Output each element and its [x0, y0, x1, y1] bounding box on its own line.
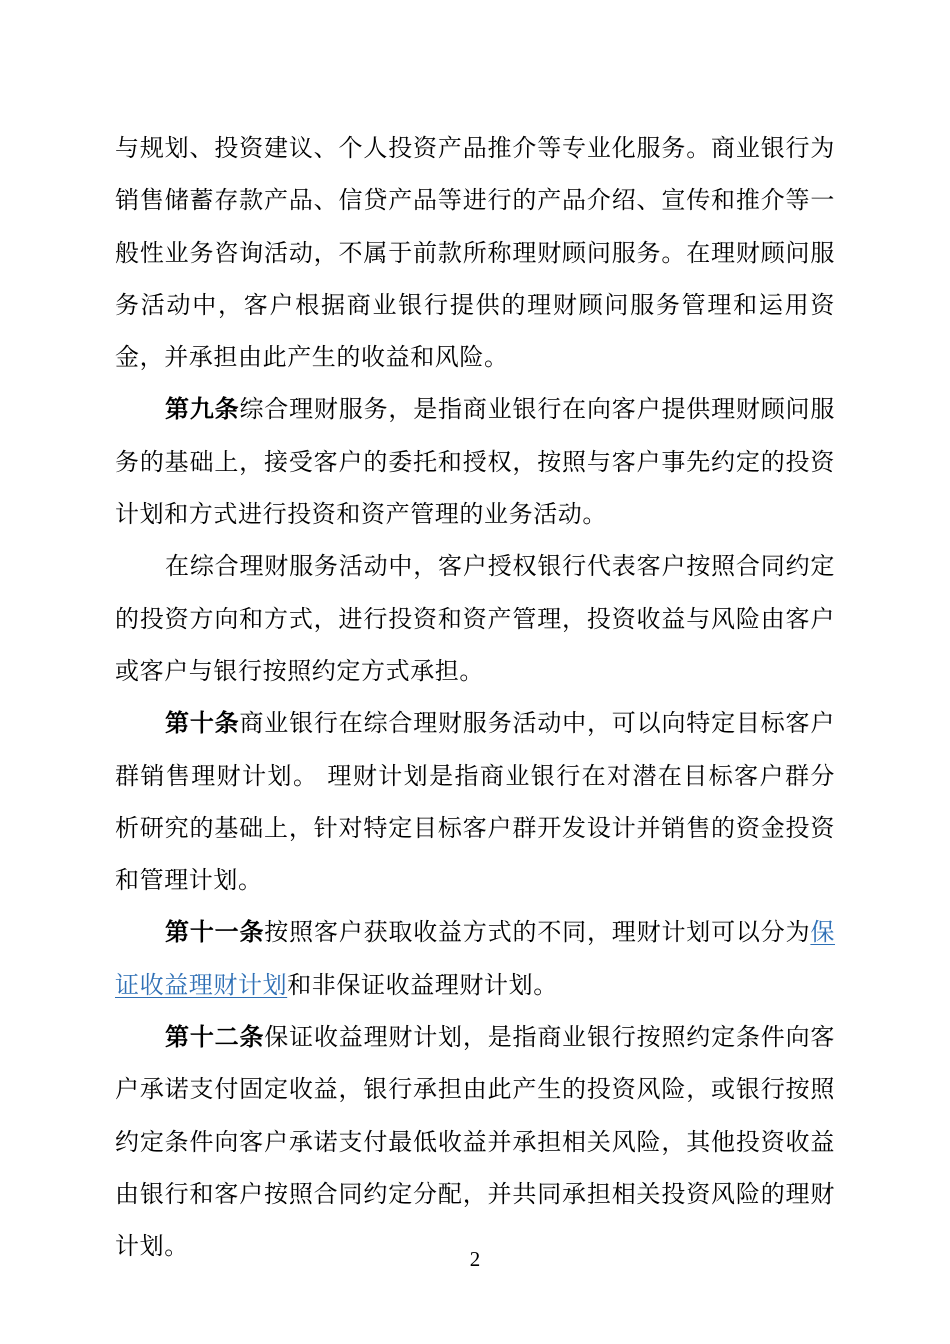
paragraph-continuation: [115, 122, 835, 383]
paragraph-text: 与规划、投资建议、个人投资产品推介等专业化服务。商业银行为销售储蓄存款产品、信贷产品等进行的产品介绍、宣传和推介等一般性业务咨询活动，不属于前款所称理财顾问服务。在理财顾问服务活动中，客户根据商业银行提供的理财顾问服务管理和运用资金，并承担由此产生的收益和风险。: [115, 134, 835, 372]
article-heading: 第十二条: [165, 1023, 265, 1052]
paragraph-text: 按照客户获取收益方式的不同，理财计划可以分为: [264, 918, 811, 947]
paragraph-text: 在综合理财服务活动中，客户授权银行代表客户按照合同约定的投资方向和方式，进行投资和资产管理，投资收益与风险由客户或客户与银行按照约定方式承担。: [115, 552, 835, 685]
paragraph-text: 综合理财服务，是指商业银行在向客户提供理财顾问服务的基础上，接受客户的委托和授权，按照与客户事先约定的投资计划和方式进行投资和资产管理的业务活动。: [115, 395, 835, 529]
article-heading: 第九条: [165, 395, 240, 424]
paragraph-article-10: [115, 697, 835, 906]
paragraph-text: 和非保证收益理财计划。: [287, 970, 558, 999]
paragraph-article-12: [115, 1011, 835, 1272]
paragraph-text: 商业银行在综合理财服务活动中，可以向特定目标客户群销售理财计划。 理财计划是指商业银行在对潜在目标客户群分析研究的基础上，针对特定目标客户群开发设计并销售的资金投资和管理计划。: [115, 709, 835, 895]
article-heading: 第十一条: [165, 918, 265, 947]
paragraph-text: 保证收益理财计划，是指商业银行按照约定条件向客户承诺支付固定收益，银行承担由此产生的投资风险，或银行按照约定条件向客户承诺支付最低收益并承担相关风险，其他投资收益由银行和客户按照合同约定分配，并共同承担相关投资风险的理财计划。: [115, 1023, 835, 1261]
guaranteed-return-plan-link[interactable]: 保证收益理财计划: [115, 918, 835, 999]
page-number: 2: [469, 1247, 481, 1271]
paragraph-article-11: [115, 906, 835, 1011]
paragraph-article-9: [115, 383, 835, 540]
article-heading: 第十条: [165, 709, 240, 738]
document-body: [115, 122, 835, 1273]
paragraph-article-9-detail: [115, 540, 835, 697]
